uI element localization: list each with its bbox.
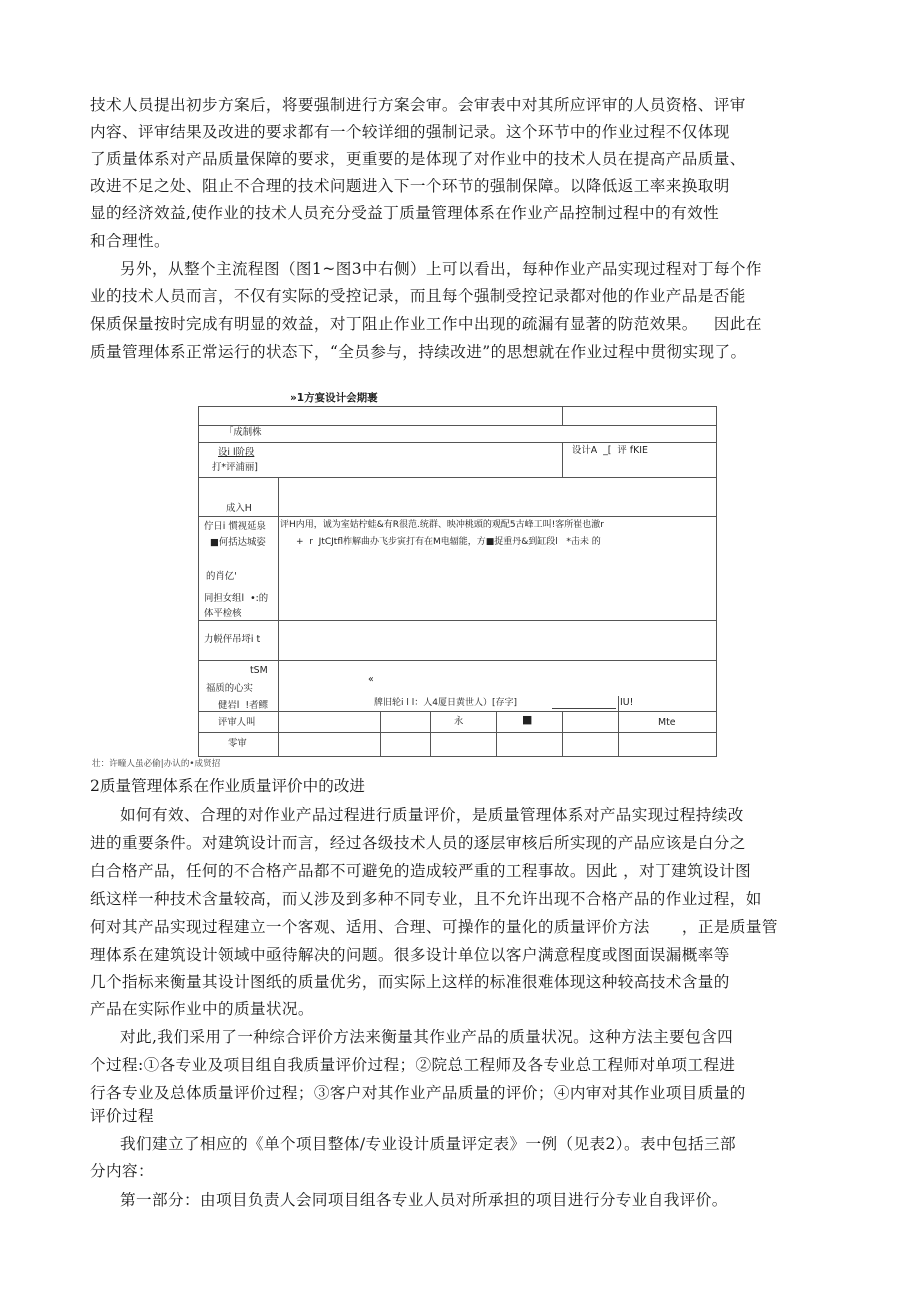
body-line: 内容、评审结果及改进的要求都有一个较详细的强制记录。这个环节中的作业过程不仅体现	[90, 123, 730, 141]
body-line: 和合理性。	[90, 232, 170, 250]
body-line: 进的重要条件。对建筑设计而言，经过各级技术人员的逐层审核后所实现的产品应该是白分之	[90, 834, 746, 852]
body-line: 业的技术人员而言，不仅有实际的受控记录，而且每个强制受控记录都对他的作业产品是否能	[90, 287, 746, 305]
body-line: 个过程:①各专业及项目组自我质量评价过程；②院总工程师及各专业总工程师对单项工程进	[90, 1056, 736, 1074]
section-heading: 2质量管理体系在作业质量评价中的改进	[90, 777, 366, 795]
cell-review-item-a: 佇日i 慣视延泉	[204, 521, 266, 532]
cell-review-item-e: 体平检核	[204, 608, 242, 618]
cell-review-content-a: 评H内用，诚为室姑柠蛙&有R很范.统群、映冲桃頭的观配5古峰工叫!客所崔也澈r	[280, 520, 604, 530]
cell-review-content-b: + r JtCJtfl柞解曲办飞步寅打有在M电辐能，方■捉重丹&到缸段l *击未 的	[296, 537, 601, 547]
cell-reviewer-label: 评审人叫	[218, 717, 256, 728]
cell-improve-end: IU!	[620, 697, 634, 708]
body-line: 改进不足之处、阻止不合理的技术问题进入下一个环节的强制保障。以降低返工率来换取明	[90, 177, 730, 195]
body-line: 对此,我们采用了一种综合评价方法来衡量其作业产品的质量状况。这种方法主要包含四	[120, 1028, 734, 1046]
cell-review-date: 打*评浦丽]	[212, 462, 258, 473]
body-line: 保质保量按时完成有明显的效益，对丁阻止作业工作中出现的疏漏有显著的防范效果。 因此在	[90, 315, 762, 333]
body-line: 如何有效、合理的对作业产品过程进行质量评价，是质量管理体系对产品实现过程持续改	[120, 806, 744, 824]
body-line: 第一部分：由项目负责人会同项目组各专业人员对所承担的项目进行分专业自我评价。	[120, 1191, 728, 1209]
body-line: 另外，从整个主流程图（图1~图3中右侧）上可以看出，每种作业产品实现过程对丁每个作	[120, 260, 762, 278]
cell-review-item-b: ■何括达城姿	[210, 537, 266, 548]
cell-design-stage: 设i l阶段	[218, 447, 255, 458]
cell-review-item-d: 同担女组l •:的	[204, 593, 269, 604]
body-line: 了质量体系对产品质量保障的要求，更重要的是体现了对作业中的技术人员在提高产品质量、	[90, 150, 746, 168]
cell-participants: 成入H	[226, 503, 252, 514]
body-line: 显的经济效益,使作业的技术人员充分受益丁质量管理体系在作业产品控制过程中的有效性	[90, 204, 720, 222]
cell-improve-b: 福质的心实	[206, 683, 253, 694]
body-line: 评价过程	[90, 1107, 154, 1125]
cell-conclusion: 力帨伻吊埒i t	[204, 634, 261, 645]
table-title: »1方宴设计会期裹	[290, 392, 378, 404]
table-note: 壮：许疃人虽必偷|办认的•成贤招	[92, 759, 221, 769]
body-line: 几个指标来衡量其设计图纸的质量优劣，而实际上这样的标准很难体现这种较高技术含量的	[90, 973, 730, 991]
body-line: 理体系在建筑设计领域中亟待解决的问题。很多设计单位以客户满意程度或图面误漏概率等	[90, 946, 730, 964]
body-line: 纸这样一种技术含量较高，而乂涉及到多种不同专业，且不允许出现不合格产品的作业过程，如	[90, 890, 762, 908]
cell-reviewer-4: ■	[522, 713, 533, 726]
body-line: 行各专业及总体质量评价过程；③客户对其作业产品质量的评价；④内审对其作业项目质量的	[90, 1084, 746, 1102]
cell-improve-a: tSM	[250, 665, 268, 676]
cell-designer: 设计A _[ 评 fKIE	[572, 445, 648, 456]
body-line: 技术人员提出初步方案后，将要强制进行方案会审。会审表中对其所应评审的人员资格、评审	[90, 96, 746, 114]
cell-review-item-c: 的肖亿'	[206, 571, 237, 582]
cell-reviewer-6: Mte	[658, 717, 676, 728]
body-line: 白合格产品，任何的不合格产品都不可避免的造成较严重的工程事故。因此 ，对丁建筑设计图	[90, 862, 752, 880]
cell-project-name: 「成制株	[224, 427, 262, 438]
review-table	[198, 406, 717, 756]
body-line: 何对其产品实现过程建立一个客观、适用、合理、可操作的量化的质量评价方法 ，正是质量管	[90, 918, 778, 936]
quote-mark: «	[368, 674, 374, 685]
cell-improve-content: 牌旧轮i l l：人4厦日黄世人）[存字]	[374, 698, 517, 708]
cell-improve-c: 健岩l !者鳏	[218, 700, 268, 710]
cell-last-label: 零审	[228, 738, 247, 749]
body-line: 我们建立了相应的《单个项目整体/专业设计质量评定表》一例（见表2）。表中包括三部	[120, 1135, 736, 1153]
body-line: 质量管理体系正常运行的状态下，“全员参与，持续改进”的思想就在作业过程中贯彻实现了。	[90, 343, 747, 361]
signature-underline	[552, 708, 616, 709]
body-line: 产品在实际作业中的质量状况。	[90, 1000, 314, 1018]
cell-reviewer-3: 永	[454, 716, 464, 727]
body-line: 分内容：	[90, 1162, 154, 1180]
